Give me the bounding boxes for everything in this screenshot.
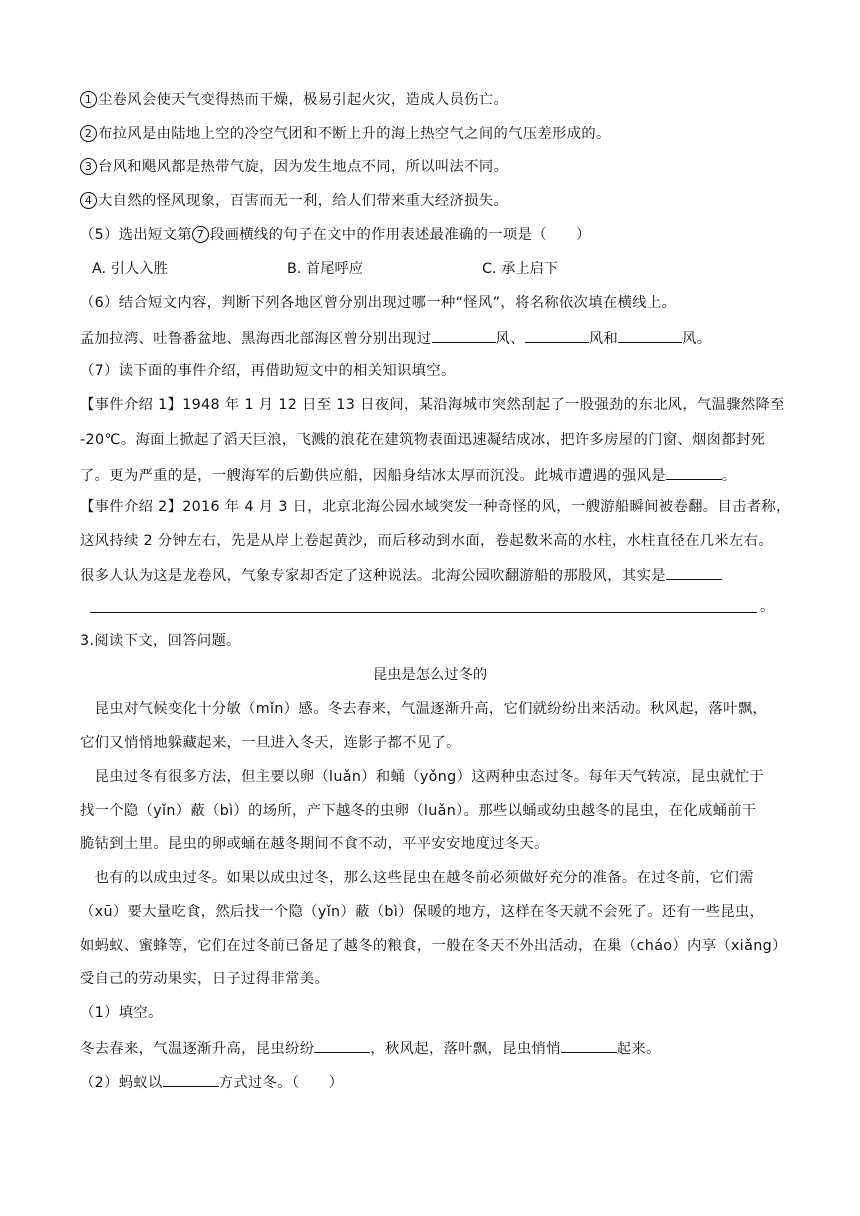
paragraph-3-line-3: 如蚂蚁、蜜蜂等，它们在过冬前已备足了越冬的粮食，一般在冬天不外出活动，在巢（cháo）内享（xiǎng） bbox=[80, 938, 787, 954]
circled-number: 7 bbox=[192, 226, 209, 243]
paragraph-1-line-1: 昆虫对气候变化十分敏（mǐn）感。冬去春来，气温逐渐升高，它们就纷纷出来活动。秋风起，落叶飘， bbox=[80, 701, 768, 717]
circled-number: 3 bbox=[80, 158, 97, 175]
circled-number: 4 bbox=[80, 192, 97, 209]
circled-number: 1 bbox=[80, 91, 97, 108]
answer-blank bbox=[561, 1037, 617, 1053]
event-2-line-3: 很多人认为这是龙卷风，气象专家却否定了这种说法。北海公园吹翻游船的那股风，其实是 bbox=[80, 564, 722, 586]
subquestion-2: （2）蚂蚁以 方式过冬。（ ） bbox=[80, 1071, 343, 1093]
question-6-fill: 孟加拉湾、吐鲁番盆地、黑海西北部海区曾分别出现过 风、 风和 风。 bbox=[80, 327, 711, 349]
circled-number: 2 bbox=[80, 125, 97, 142]
answer-blank bbox=[432, 327, 496, 343]
period-mark: 。 bbox=[760, 599, 775, 615]
paragraph-1-line-2: 它们又悄悄地躲藏起来，一旦进入冬天，连影子都不见了。 bbox=[80, 735, 461, 751]
event-1-line-1: 【事件介绍 1】1948 年 1 月 12 日至 13 日夜间，某沿海城市突然刮起了一股强劲的东北风，气温骤然降至 bbox=[80, 397, 785, 413]
answer-blank bbox=[666, 464, 722, 480]
subquestion-1: （1）填空。 bbox=[80, 1005, 163, 1021]
option-b: B. 首尾呼应 bbox=[287, 261, 364, 277]
answer-blank bbox=[666, 564, 722, 580]
event-1-line-3: 了。更为严重的是，一艘海军的后勤供应船，因船身结冰太厚而沉没。此城市遭遇的强风是 。 bbox=[80, 464, 737, 486]
option-a: A. 引人入胜 bbox=[92, 261, 168, 277]
event-1-line-2: -20℃。海面上掀起了滔天巨浪，飞溅的浪花在建筑物表面迅速凝结成冰，把许多房屋的门窗、烟囱都封死 bbox=[80, 432, 766, 448]
statement-1: 1 尘卷风会使天气变得热而干燥，极易引起火灾，造成人员伤亡。 bbox=[80, 90, 508, 110]
statement-3: 3 台风和飓风都是热带气旋，因为发生地点不同，所以叫法不同。 bbox=[80, 157, 508, 177]
paragraph-2-line-3: 脆钻到土里。昆虫的卵或蛹在越冬期间不食不动，平平安安地度过冬天。 bbox=[80, 836, 549, 852]
paragraph-3-line-1: 也有的以成虫过冬。如果以成虫过冬，那么这些昆虫在越冬前必须做好充分的准备。在过冬前，它们需 bbox=[80, 870, 754, 886]
answer-blank bbox=[618, 327, 682, 343]
paragraph-3-line-4: 受自己的劳动果实，日子过得非常美。 bbox=[80, 971, 329, 987]
answer-blank bbox=[525, 327, 589, 343]
answer-blank bbox=[163, 1071, 219, 1087]
answer-line bbox=[90, 612, 757, 613]
event-2-line-1: 【事件介绍 2】2016 年 4 月 3 日，北京北海公园水域突发一种奇怪的风，一艘游船瞬间被卷翻。目击者称， bbox=[80, 499, 791, 515]
option-c: C. 承上启下 bbox=[482, 261, 559, 277]
event-2-line-2: 这风持续 2 分钟左右，先是从岸上卷起黄沙，而后移动到水面，卷起数米高的水柱，水柱直径在几米左右。 bbox=[80, 533, 773, 549]
question-3-header: 3.阅读下文，回答问题。 bbox=[80, 633, 241, 649]
answer-blank bbox=[314, 1037, 370, 1053]
statement-2: 2 布拉风是由陆地上空的冷空气团和不断上升的海上热空气之间的气压差形成的。 bbox=[80, 124, 611, 144]
paragraph-2-line-1: 昆虫过冬有很多方法，但主要以卵（luǎn）和蛹（yǒng）这两种虫态过冬。每年天气转凉，昆虫就忙于 bbox=[80, 769, 765, 785]
question-6-prompt: （6）结合短文内容，判断下列各地区曾分别出现过哪一种“怪风”，将名称依次填在横线上。 bbox=[80, 295, 677, 311]
question-7-prompt: （7）读下面的事件介绍，再借助短文中的相关知识填空。 bbox=[80, 363, 456, 379]
passage-title: 昆虫是怎么过冬的 bbox=[372, 667, 488, 683]
subquestion-1-fill: 冬去春来，气温逐渐升高，昆虫纷纷 ，秋风起，落叶飘，昆虫悄悄 起来。 bbox=[80, 1037, 661, 1059]
paragraph-3-line-2: （xū）要大量吃食，然后找一个隐（yǐn）蔽（bì）保暖的地方，这样在冬天就不会死了。还有一些昆虫， bbox=[80, 904, 765, 920]
paragraph-2-line-2: 找一个隐（yǐn）蔽（bì）的场所，产下越冬的虫卵（luǎn）。那些以蛹或幼虫越冬的昆虫，在化成蛹前干 bbox=[80, 803, 757, 819]
question-5: （5）选出短文第 7 段画横线的句子在文中的作用表述最准确的一项是（ ） bbox=[80, 227, 591, 243]
statement-4: 4 大自然的怪风现象，百害而无一利，给人们带来重大经济损失。 bbox=[80, 191, 508, 211]
